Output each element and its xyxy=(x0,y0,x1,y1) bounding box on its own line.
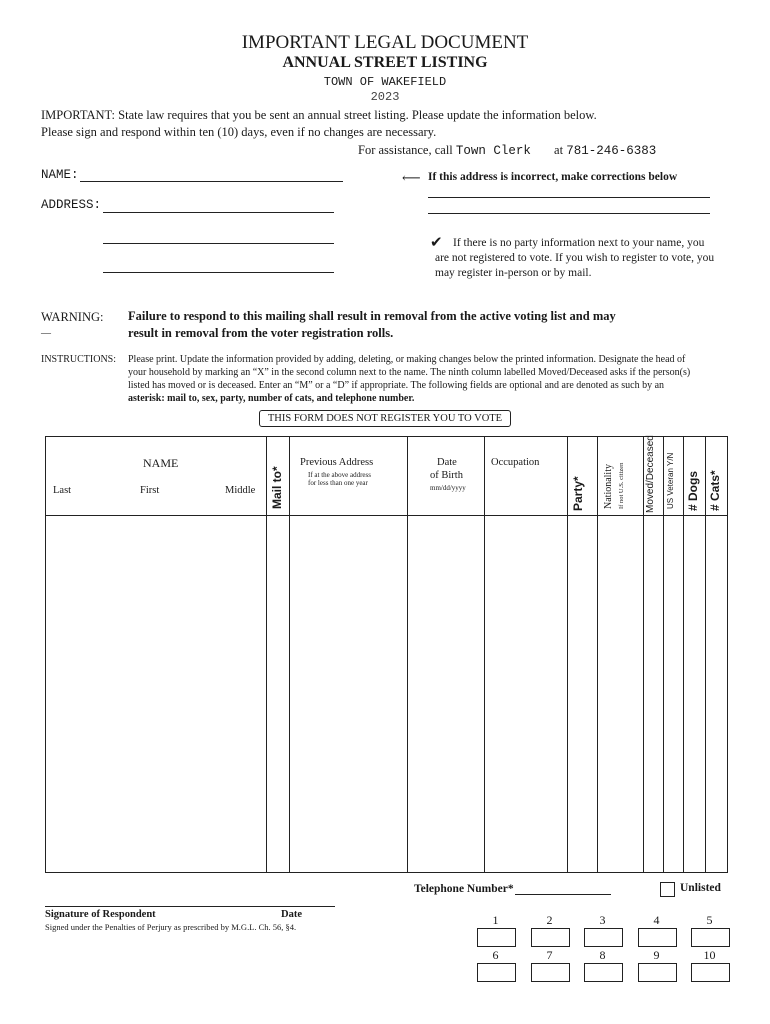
intro-line-2: Please sign and respond within ten (10) days, even if no changes are necessary. xyxy=(41,125,437,139)
col-divider xyxy=(407,437,408,872)
instructions-line-4: asterisk: mail to, sex, party, number of cats, and telephone number. xyxy=(128,393,415,404)
cats-header: # Cats* xyxy=(708,470,722,511)
box-number: 1 xyxy=(492,913,499,927)
us-veteran-header: US Veteran Y/N xyxy=(666,452,675,509)
col-divider xyxy=(643,437,644,872)
box-number: 3 xyxy=(599,913,606,927)
year: 2023 xyxy=(370,90,400,104)
signature-line[interactable] xyxy=(45,906,335,907)
signature-label: Signature of Respondent xyxy=(45,909,156,920)
address-line-3[interactable] xyxy=(103,272,334,273)
last-header: Last xyxy=(53,485,72,496)
nationality-header: Nationality xyxy=(603,464,614,509)
town-name: TOWN OF WAKEFIELD xyxy=(323,75,447,89)
count-box-10[interactable] xyxy=(691,963,730,982)
telephone-label: Telephone Number* xyxy=(414,883,514,895)
perjury-statement: Signed under the Penalties of Perjury as prescribed by M.G.L. Ch. 56, §4. xyxy=(45,922,297,932)
col-divider xyxy=(683,437,684,872)
header-divider xyxy=(46,515,727,516)
moved-deceased-header: Moved/Deceased xyxy=(645,435,656,513)
unlisted-checkbox[interactable] xyxy=(660,882,675,897)
count-box-6[interactable] xyxy=(477,963,516,982)
unlisted-label: Unlisted xyxy=(680,882,721,894)
party-header: Party* xyxy=(571,476,585,511)
address-line-2[interactable] xyxy=(103,243,334,244)
warning-dash: — xyxy=(41,328,51,339)
address-line-1[interactable] xyxy=(103,212,334,213)
occupation-header: Occupation xyxy=(491,457,540,468)
notice-box: THIS FORM DOES NOT REGISTER YOU TO VOTE xyxy=(259,410,511,427)
checkmark-icon: ✔ xyxy=(430,235,443,251)
box-number: 8 xyxy=(599,948,606,962)
assist-contact: Town Clerk xyxy=(455,144,531,158)
box-number: 10 xyxy=(703,948,716,962)
correction-line-2[interactable] xyxy=(428,213,710,214)
party-note: If there is no party information next to your name, you are not registered to vote. If you wish to register to vote, you may register in-person or by mail. xyxy=(435,237,715,279)
col-divider xyxy=(289,437,290,872)
correction-line-1[interactable] xyxy=(428,197,710,198)
previous-address-sub-1: If at the above address xyxy=(308,471,371,479)
middle-header: Middle xyxy=(225,485,256,496)
name-header: NAME xyxy=(143,456,179,470)
warning-line-2: result in removal from the voter registration rolls. xyxy=(128,326,394,340)
box-number: 4 xyxy=(653,913,660,927)
assist-phone: 781-246-6383 xyxy=(566,144,657,158)
dob-header: Date xyxy=(437,457,457,468)
count-box-5[interactable] xyxy=(691,928,730,947)
box-number: 2 xyxy=(546,913,553,927)
doc-type-heading: IMPORTANT LEGAL DOCUMENT xyxy=(241,32,529,53)
dob-format: mm/dd/yyyy xyxy=(430,484,466,492)
count-box-2[interactable] xyxy=(531,928,570,947)
dob-header-2: of Birth xyxy=(430,470,463,481)
assistance-text xyxy=(358,143,656,158)
assist-at: at xyxy=(554,143,564,157)
instructions-line-3: listed has moved or is deceased. Enter an “M” or a “D” if appropriate. The following fields are optional and are denoted as such by an xyxy=(128,380,665,391)
previous-address-header: Previous Address xyxy=(300,457,374,468)
count-box-4[interactable] xyxy=(638,928,677,947)
instructions-line-2: your household by marking an “X” in the second column next to the name. The ninth column labelled Moved/Deceased asks if the person(s) xyxy=(128,367,691,378)
warning-line-1: Failure to respond to this mailing shall result in removal from the active voting list and may xyxy=(128,309,616,323)
nationality-sub: If not U.S. citizen xyxy=(618,462,625,509)
count-box-1[interactable] xyxy=(477,928,516,947)
intro-line-1: IMPORTANT: State law requires that you be sent an annual street listing. Please update the information below. xyxy=(41,108,597,122)
count-box-9[interactable] xyxy=(638,963,677,982)
instructions-label: INSTRUCTIONS: xyxy=(41,354,117,365)
box-number: 6 xyxy=(492,948,499,962)
dogs-header: # Dogs xyxy=(686,470,700,511)
box-number: 9 xyxy=(653,948,660,962)
col-divider xyxy=(567,437,568,872)
col-divider xyxy=(597,437,598,872)
warning-label: WARNING: xyxy=(41,310,104,324)
col-divider xyxy=(663,437,664,872)
col-divider xyxy=(266,437,267,872)
household-table xyxy=(45,436,728,873)
page-title: ANNUAL STREET LISTING xyxy=(282,54,488,71)
col-divider xyxy=(705,437,706,872)
count-box-7[interactable] xyxy=(531,963,570,982)
telephone-line[interactable] xyxy=(515,894,611,895)
first-header: First xyxy=(140,485,160,496)
instructions-line-1: Please print. Update the information provided by adding, deleting, or making changes below the printed information. Designate the head of xyxy=(128,354,686,365)
correction-note: If this address is incorrect, make corrections below xyxy=(428,171,678,183)
date-label: Date xyxy=(281,909,302,920)
arrow-left-icon: ⟵ xyxy=(402,170,421,185)
mail-to-header: Mail to* xyxy=(270,466,284,509)
address-label: ADDRESS: xyxy=(41,198,102,212)
box-number: 5 xyxy=(706,913,713,927)
count-box-3[interactable] xyxy=(584,928,623,947)
previous-address-sub-2: for less than one year xyxy=(308,479,368,487)
assist-prefix: For assistance, call xyxy=(358,143,453,157)
box-number: 7 xyxy=(546,948,553,962)
name-line[interactable] xyxy=(80,181,343,182)
count-box-8[interactable] xyxy=(584,963,623,982)
col-divider xyxy=(484,437,485,872)
name-label: NAME: xyxy=(41,168,79,182)
